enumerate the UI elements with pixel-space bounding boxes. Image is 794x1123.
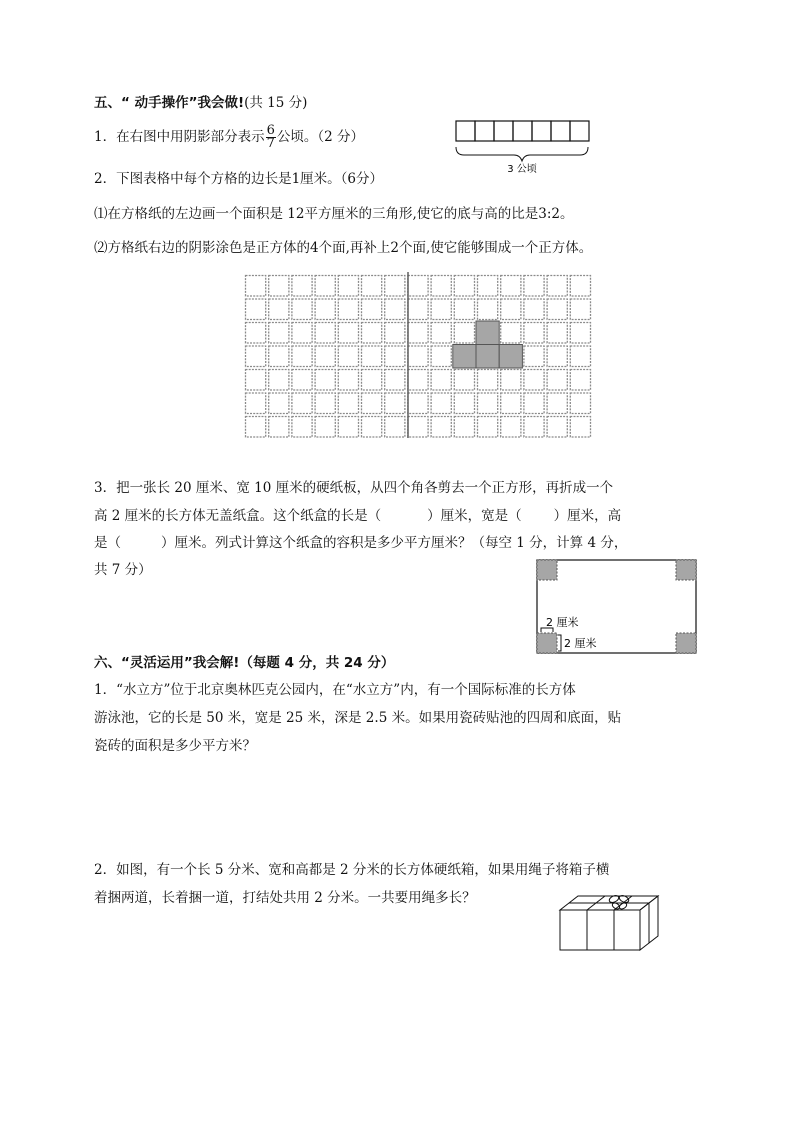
grid-cell[interactable] <box>454 276 474 297</box>
grid-cell[interactable] <box>431 417 451 438</box>
grid-cell[interactable] <box>478 417 498 438</box>
grid-cell[interactable] <box>570 417 590 438</box>
s5-q3-line2 <box>94 506 621 526</box>
corner-square-tl <box>537 560 557 580</box>
grid-cell[interactable] <box>501 323 521 344</box>
fraction-numerator: 6 <box>266 123 275 138</box>
grid-cell[interactable] <box>338 346 358 367</box>
s5-q1-after: 公顷。（2 分） <box>276 129 365 145</box>
section-5-title: 五、“ 动手操作”我会做! <box>94 95 245 111</box>
fraction-denominator: 7 <box>266 136 275 151</box>
grid-cell[interactable] <box>570 370 590 391</box>
grid-cell[interactable] <box>315 299 335 320</box>
grid-cell[interactable] <box>385 370 405 391</box>
grid-cell[interactable] <box>454 323 474 344</box>
grid-cell[interactable] <box>292 323 312 344</box>
grid-cell[interactable] <box>570 346 590 367</box>
grid-cell[interactable] <box>269 276 289 297</box>
label-2cm-top: 2 厘米 <box>546 616 579 629</box>
grid-cell[interactable] <box>338 323 358 344</box>
grid-cell[interactable] <box>478 370 498 391</box>
grid-cell[interactable] <box>338 370 358 391</box>
grid-cell[interactable] <box>362 323 382 344</box>
grid-cell[interactable] <box>292 393 312 414</box>
grid-cell[interactable] <box>385 299 405 320</box>
shaded-face <box>476 345 499 369</box>
s5-q3-line1: 3．把一张长 20 厘米、宽 10 厘米的硬纸板，从四个角各剪去一个正方形，再折成一个 <box>94 480 614 496</box>
strip-box[interactable] <box>513 121 532 141</box>
section-6-title: 六、“灵活运用”我会解! <box>94 655 240 671</box>
grid-cell[interactable] <box>246 346 266 367</box>
s6-q1-line1: 1．“水立方”位于北京奥林匹克公园内，在“水立方”内，有一个国际标准的长方体 <box>94 682 576 698</box>
grid-cell[interactable] <box>315 323 335 344</box>
grid-cell[interactable] <box>408 323 428 344</box>
strip-boxes <box>456 121 589 141</box>
grid-cell[interactable] <box>338 299 358 320</box>
grid-cell[interactable] <box>385 323 405 344</box>
grid-cell[interactable] <box>570 323 590 344</box>
grid-cell[interactable] <box>408 370 428 391</box>
section-5-score: (共 15 分) <box>244 95 308 111</box>
grid-cell[interactable] <box>547 417 567 438</box>
grid-cell[interactable] <box>524 276 544 297</box>
grid-cell[interactable] <box>431 323 451 344</box>
grid-cell[interactable] <box>524 417 544 438</box>
grid-cell[interactable] <box>269 370 289 391</box>
shaded-face <box>453 345 476 369</box>
grid-cell[interactable] <box>431 346 451 367</box>
strip-box[interactable] <box>532 121 551 141</box>
grid-cell[interactable] <box>501 370 521 391</box>
s5-q3-line3b: ）厘米。列式计算这个纸盒的容积是多少平方厘米？（每空 1 分，计算 4 分， <box>161 535 628 551</box>
s6-q1-line3: 瓷砖的面积是多少平方米？ <box>94 738 256 754</box>
grid-cell[interactable] <box>501 417 521 438</box>
grid-cell[interactable] <box>292 299 312 320</box>
grid-cell[interactable] <box>431 276 451 297</box>
grid-cell[interactable] <box>315 276 335 297</box>
grid-cell[interactable] <box>524 299 544 320</box>
grid-cell[interactable] <box>315 346 335 367</box>
grid-cell[interactable] <box>524 370 544 391</box>
brace-icon <box>456 147 588 161</box>
s6-q2-line2: 着捆两道，长着捆一道，打结处共用 2 分米。一共要用绳多长？ <box>94 890 476 906</box>
grid-cell[interactable] <box>547 370 567 391</box>
grid-cell[interactable] <box>408 417 428 438</box>
grid-cell[interactable] <box>478 393 498 414</box>
grid-cell[interactable] <box>269 346 289 367</box>
grid-cell[interactable] <box>338 417 358 438</box>
grid-cell[interactable] <box>408 346 428 367</box>
grid-cell[interactable] <box>362 346 382 367</box>
grid-cells <box>246 276 591 438</box>
strip-label: 3 公顷 <box>507 164 537 175</box>
strip-box[interactable] <box>456 121 475 141</box>
grid-cell[interactable] <box>385 417 405 438</box>
grid-cell[interactable] <box>338 393 358 414</box>
shaded-face <box>499 345 522 369</box>
strip-box[interactable] <box>570 121 589 141</box>
strip-box[interactable] <box>551 121 570 141</box>
hectare-strip-figure <box>450 115 600 177</box>
grid-cell[interactable] <box>246 417 266 438</box>
grid-cell[interactable] <box>547 346 567 367</box>
grid-cell[interactable] <box>315 393 335 414</box>
fraction-six-sevenths <box>266 125 276 150</box>
s5-q2-sub1: ⑴在方格纸的左边画一个面积是 12平方厘米的三角形,使它的底与高的比是3:2。 <box>94 206 574 222</box>
grid-cell[interactable] <box>269 417 289 438</box>
grid-cell[interactable] <box>501 393 521 414</box>
grid-cell[interactable] <box>547 299 567 320</box>
grid-cell[interactable] <box>547 323 567 344</box>
square-grid-paper <box>240 270 600 442</box>
bow-knot-icon <box>608 894 630 910</box>
grid-cell[interactable] <box>362 299 382 320</box>
grid-cell[interactable] <box>292 370 312 391</box>
grid-cell[interactable] <box>385 346 405 367</box>
section-5-heading <box>94 93 307 113</box>
tied-box-figure <box>552 888 672 956</box>
grid-cell[interactable] <box>454 299 474 320</box>
grid-cell[interactable] <box>501 299 521 320</box>
strip-box[interactable] <box>475 121 494 141</box>
grid-cell[interactable] <box>385 276 405 297</box>
grid-cell[interactable] <box>362 417 382 438</box>
grid-cell[interactable] <box>431 393 451 414</box>
shaded-face <box>476 321 499 345</box>
grid-cell[interactable] <box>246 323 266 344</box>
s5-q3-line4: 共 7 分） <box>94 562 152 578</box>
box-front-face <box>560 910 640 950</box>
grid-cell[interactable] <box>246 393 266 414</box>
section-6-score: （每题 4 分，共 24 分） <box>239 655 395 671</box>
s6-q2-line1: 2．如图，有一个长 5 分米、宽和高都是 2 分米的长方体硬纸箱，如果用绳子将箱子横 <box>94 862 610 878</box>
grid-cell[interactable] <box>385 393 405 414</box>
grid-cell[interactable] <box>570 299 590 320</box>
grid-cell[interactable] <box>431 299 451 320</box>
corner-square-bl <box>537 633 557 653</box>
grid-cell[interactable] <box>269 323 289 344</box>
s5-q3-line3 <box>94 533 627 553</box>
grid-cell[interactable] <box>501 276 521 297</box>
grid-cell[interactable] <box>408 276 428 297</box>
grid-cell[interactable] <box>292 417 312 438</box>
grid-cell[interactable] <box>362 370 382 391</box>
cardboard-figure <box>530 555 700 657</box>
corner-square-tr <box>676 560 696 580</box>
grid-cell[interactable] <box>524 346 544 367</box>
grid-cell[interactable] <box>408 299 428 320</box>
grid-cell[interactable] <box>246 276 266 297</box>
grid-cell[interactable] <box>454 417 474 438</box>
grid-cell[interactable] <box>362 393 382 414</box>
grid-cell[interactable] <box>292 346 312 367</box>
grid-cell[interactable] <box>547 393 567 414</box>
s5-q1-text <box>94 122 364 152</box>
grid-cell[interactable] <box>547 276 567 297</box>
grid-cell[interactable] <box>478 299 498 320</box>
s6-q1-line2: 游泳池，它的长是 50 米，宽是 25 米，深是 2.5 米。如果用瓷砖贴池的四周和底面，贴 <box>94 710 622 726</box>
grid-cell[interactable] <box>454 370 474 391</box>
s5-q3-line2c: ）厘米，高 <box>553 508 622 524</box>
grid-cell[interactable] <box>570 393 590 414</box>
label-2cm-side: 2 厘米 <box>564 637 597 650</box>
grid-cell[interactable] <box>269 299 289 320</box>
grid-cell[interactable] <box>292 276 312 297</box>
grid-cell[interactable] <box>315 417 335 438</box>
section-6-heading <box>94 653 394 673</box>
s5-q2-text: 2．下图表格中每个方格的边长是1厘米。（6分） <box>94 171 384 187</box>
grid-cell[interactable] <box>454 393 474 414</box>
grid-cell[interactable] <box>570 276 590 297</box>
s5-q1-before: 1．在右图中用阴影部分表示 <box>94 129 265 145</box>
grid-cell[interactable] <box>524 323 544 344</box>
grid-cell[interactable] <box>246 299 266 320</box>
s5-q3-line2b: ）厘米，宽是（ <box>427 508 522 524</box>
grid-cell[interactable] <box>246 370 266 391</box>
grid-cell[interactable] <box>524 393 544 414</box>
strip-box[interactable] <box>494 121 513 141</box>
s5-q3-line2a: 高 2 厘米的长方体无盖纸盒。这个纸盒的长是（ <box>94 508 382 524</box>
grid-cell[interactable] <box>431 370 451 391</box>
s5-q2-sub2: ⑵方格纸右边的阴影涂色是正方体的4个面,再补上2个面,使它能够围成一个正方体。 <box>94 240 593 256</box>
grid-cell[interactable] <box>315 370 335 391</box>
grid-cell[interactable] <box>478 276 498 297</box>
grid-cell[interactable] <box>362 276 382 297</box>
bracket-side-icon <box>558 635 561 651</box>
grid-cell[interactable] <box>269 393 289 414</box>
cube-net-shaded-faces <box>453 321 523 368</box>
corner-square-br <box>676 633 696 653</box>
grid-cell[interactable] <box>338 276 358 297</box>
grid-cell[interactable] <box>408 393 428 414</box>
s5-q3-line3a: 是（ <box>94 535 121 551</box>
